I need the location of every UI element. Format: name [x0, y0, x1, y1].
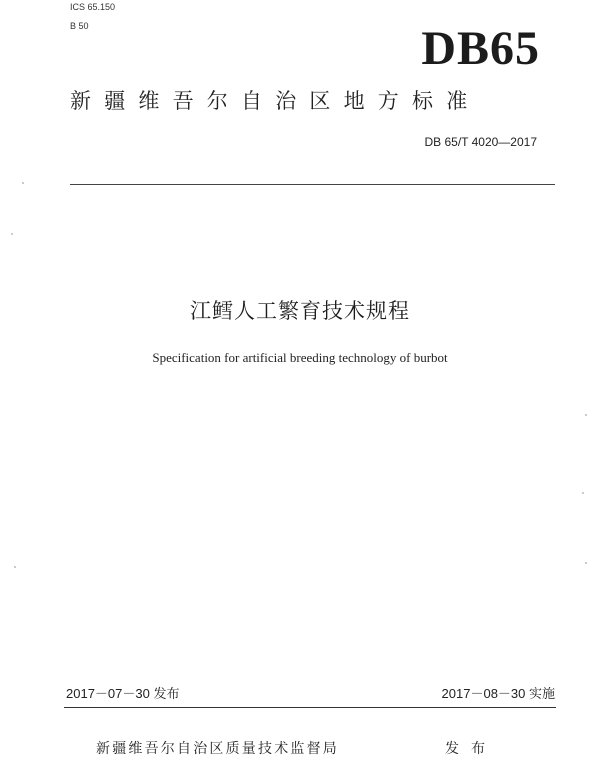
ics-code: ICS 65.150	[70, 2, 116, 12]
issuing-authority: 新疆维吾尔自治区质量技术监督局	[96, 741, 339, 757]
scan-speck	[585, 414, 587, 416]
scan-speck	[11, 233, 13, 235]
header-divider	[70, 184, 555, 185]
document-title-english: Specification for artificial breeding technology of burbot	[152, 350, 448, 365]
ccs-code: B 50	[70, 21, 89, 31]
scan-speck	[22, 182, 24, 184]
publish-date: 2017－07－30 发布	[66, 686, 180, 701]
document-title-chinese: 江鳕人工繁育技术规程	[190, 299, 410, 323]
effective-date: 2017－08－30 实施	[441, 686, 555, 701]
issue-label: 发布	[445, 741, 497, 757]
department-title: 新疆维吾尔自治区地方标准	[70, 89, 481, 113]
standard-number: DB 65/T 4020—2017	[424, 135, 537, 149]
scan-speck	[14, 566, 16, 568]
scan-speck	[585, 562, 587, 564]
scan-speck	[582, 492, 584, 494]
standard-code: DB65	[421, 22, 540, 75]
footer-divider	[64, 707, 556, 708]
